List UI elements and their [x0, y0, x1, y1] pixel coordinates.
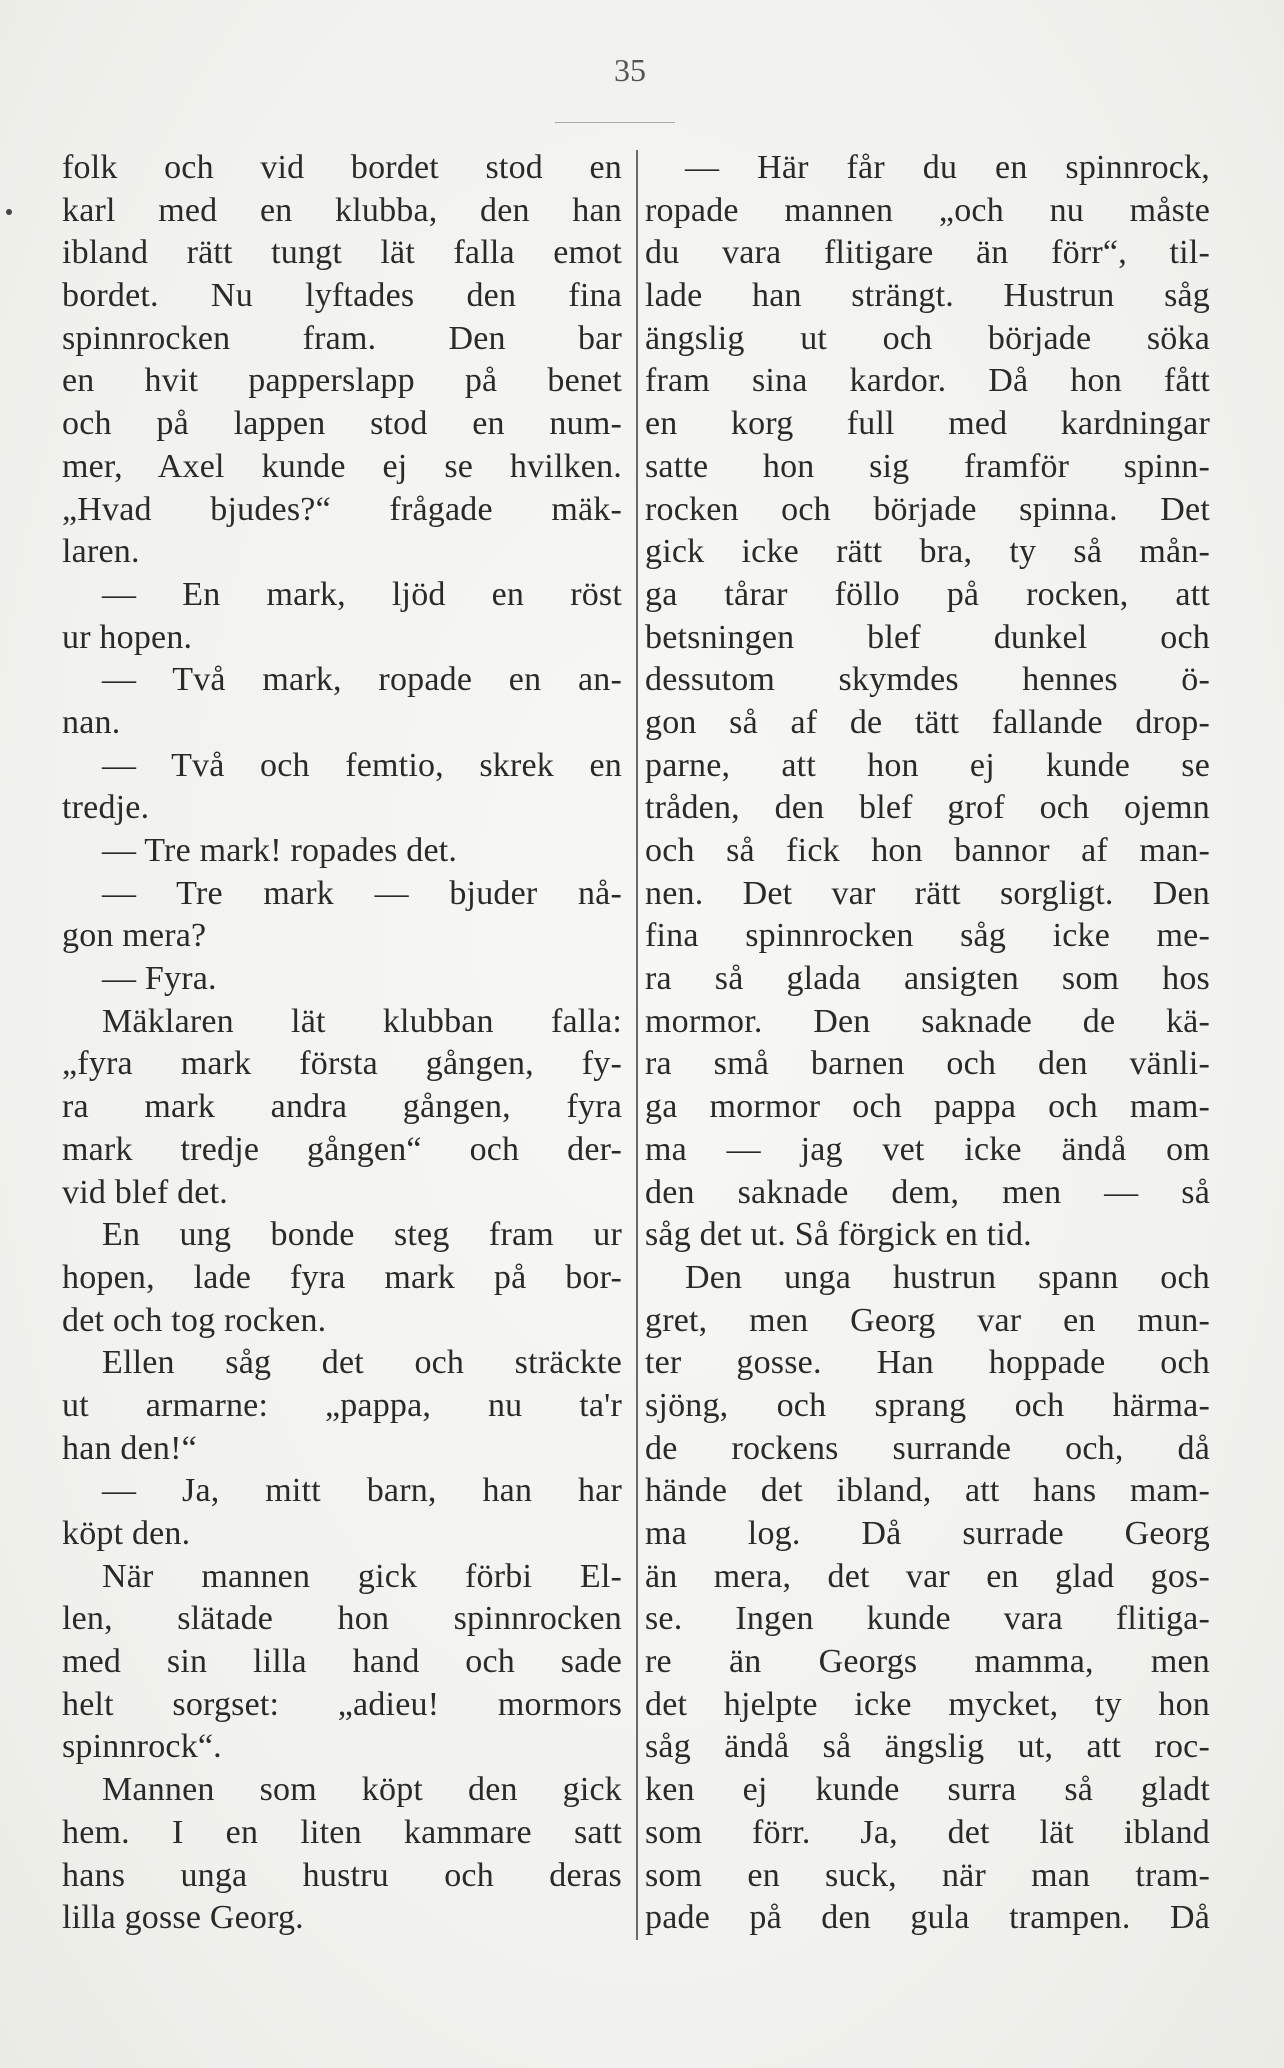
text-line: fina spinnrocken såg icke me-	[645, 917, 1210, 955]
text-line: en hvit papperslapp på benet	[62, 362, 622, 400]
text-line: och på lappen stod en num-	[62, 405, 622, 443]
text-line: satte hon sig framför spinn-	[645, 447, 1210, 485]
text-line: nen. Det var rätt sorgligt. Den	[645, 874, 1210, 912]
text-line: — Ja, mitt barn, han har	[102, 1472, 622, 1510]
text-line: ter gosse. Han hoppade och	[645, 1344, 1210, 1382]
text-line: folk och vid bordet stod en	[62, 149, 622, 186]
text-line: re än Georgs mamma, men	[645, 1643, 1210, 1681]
text-line: spinnrock“.	[62, 1728, 222, 1766]
text-line: en korg full med kardningar	[645, 405, 1210, 443]
text-line: spinnrocken fram. Den bar	[62, 319, 622, 357]
text-line: gon mera?	[62, 917, 207, 955]
text-line: nan.	[62, 703, 121, 741]
text-line: tråden, den blef grof och ojemn	[645, 789, 1210, 827]
text-line: fram sina kardor. Då hon fått	[645, 362, 1210, 400]
text-line: hände det ibland, att hans mam-	[645, 1472, 1210, 1510]
text-line: ra mark andra gången, fyra	[62, 1088, 622, 1126]
text-line: den saknade dem, men — så	[645, 1173, 1210, 1211]
text-line: — En mark, ljöd en röst	[102, 575, 622, 613]
text-line: — Tre mark! ropades det.	[102, 832, 458, 869]
text-line: pade på den gula trampen. Då	[645, 1899, 1210, 1937]
text-line: dessutom skymdes hennes ö-	[645, 661, 1210, 699]
text-line: bordet. Nu lyftades den fina	[62, 277, 622, 315]
text-line: ut armarne: „pappa, nu ta'r	[62, 1386, 622, 1424]
text-line: hem. I en liten kammare satt	[62, 1813, 622, 1851]
text-line: ängslig ut och började söka	[645, 319, 1210, 357]
text-line: „Hvad bjudes?“ frågade mäk-	[62, 490, 622, 528]
text-line: rocken och började spinna. Det	[645, 490, 1210, 528]
text-line: ra små barnen och den vänli-	[645, 1045, 1210, 1083]
text-line: lade han strängt. Hustrun såg	[645, 277, 1210, 315]
text-line: len, slätade hon spinnrocken	[62, 1600, 622, 1638]
text-line: „fyra mark första gången, fy-	[62, 1045, 622, 1083]
text-line: lilla gosse Georg.	[62, 1899, 304, 1937]
text-line: hopen, lade fyra mark på bor-	[62, 1258, 622, 1296]
text-line: som en suck, när man tram-	[645, 1856, 1210, 1894]
text-line: de rockens surrande och, då	[645, 1429, 1210, 1467]
text-line: — Fyra.	[102, 960, 217, 998]
text-line: ga mormor och pappa och mam-	[645, 1088, 1210, 1126]
text-line: mer, Axel kunde ej se hvilken.	[62, 447, 622, 485]
text-line: ken ej kunde surra så gladt	[645, 1771, 1210, 1809]
text-line: köpt den.	[62, 1515, 191, 1552]
text-line: — Här får du en spinnrock,	[685, 149, 1210, 186]
text-line: När mannen gick förbi El-	[102, 1557, 622, 1595]
text-line: karl med en klubba, den han	[62, 191, 622, 229]
text-line: ropade mannen „och nu måste	[645, 191, 1210, 229]
text-line: med sin lilla hand och sade	[62, 1643, 622, 1681]
text-line: det och tog rocken.	[62, 1301, 327, 1339]
text-line: Ellen såg det och sträckte	[102, 1344, 622, 1382]
text-line: tredje.	[62, 789, 150, 827]
ink-speck	[6, 209, 12, 215]
text-line: såg ändå så ängslig ut, att roc-	[645, 1728, 1210, 1766]
text-line: laren.	[62, 533, 140, 571]
text-line: än mera, det var en glad gos-	[645, 1557, 1210, 1595]
text-line: parne, att hon ej kunde se	[645, 746, 1210, 784]
text-line: och så fick hon bannor af man-	[645, 832, 1210, 869]
text-line: Den unga hustrun spann och	[685, 1258, 1210, 1296]
text-line: ma — jag vet icke ändå om	[645, 1130, 1210, 1168]
text-line: såg det ut. Så förgick en tid.	[645, 1216, 1032, 1254]
text-line: som förr. Ja, det lät ibland	[645, 1813, 1210, 1851]
text-line: gret, men Georg var en mun-	[645, 1301, 1210, 1339]
text-line: vid blef det.	[62, 1173, 228, 1211]
text-line: sjöng, och sprang och härma-	[645, 1386, 1210, 1424]
text-line: ur hopen.	[62, 618, 193, 656]
text-line: det hjelpte icke mycket, ty hon	[645, 1685, 1210, 1723]
text-line: Mäklaren lät klubban falla:	[102, 1002, 622, 1040]
text-line: se. Ingen kunde vara flitiga-	[645, 1600, 1210, 1638]
text-line: ibland rätt tungt lät falla emot	[62, 234, 622, 272]
text-line: helt sorgset: „adieu! mormors	[62, 1685, 622, 1723]
text-line: gick icke rätt bra, ty så mån-	[645, 533, 1210, 571]
text-line: ra så glada ansigten som hos	[645, 960, 1210, 998]
text-line: hans unga hustru och deras	[62, 1856, 622, 1894]
text-line: En ung bonde steg fram ur	[102, 1216, 622, 1254]
text-line: ma log. Då surrade Georg	[645, 1515, 1210, 1552]
left-text-column	[62, 147, 622, 1940]
text-line: ga tårar föllo på rocken, att	[645, 575, 1210, 613]
column-divider	[636, 150, 638, 1940]
text-line: gon så af de tätt fallande drop-	[645, 703, 1210, 741]
text-line: — Två mark, ropade en an-	[102, 661, 622, 699]
text-line: mormor. Den saknade de kä-	[645, 1002, 1210, 1040]
text-line: — Två och femtio, skrek en	[102, 746, 622, 784]
text-line: du vara flitigare än förr“, til-	[645, 234, 1210, 272]
right-text-column	[645, 147, 1210, 1940]
text-line: han den!“	[62, 1429, 197, 1467]
header-rule	[555, 122, 675, 123]
text-line: mark tredje gången“ och der-	[62, 1130, 622, 1168]
text-line: betsningen blef dunkel och	[645, 618, 1210, 656]
text-line: Mannen som köpt den gick	[102, 1771, 622, 1809]
text-line: — Tre mark — bjuder nå-	[102, 874, 622, 912]
page-number: 35	[614, 52, 646, 88]
